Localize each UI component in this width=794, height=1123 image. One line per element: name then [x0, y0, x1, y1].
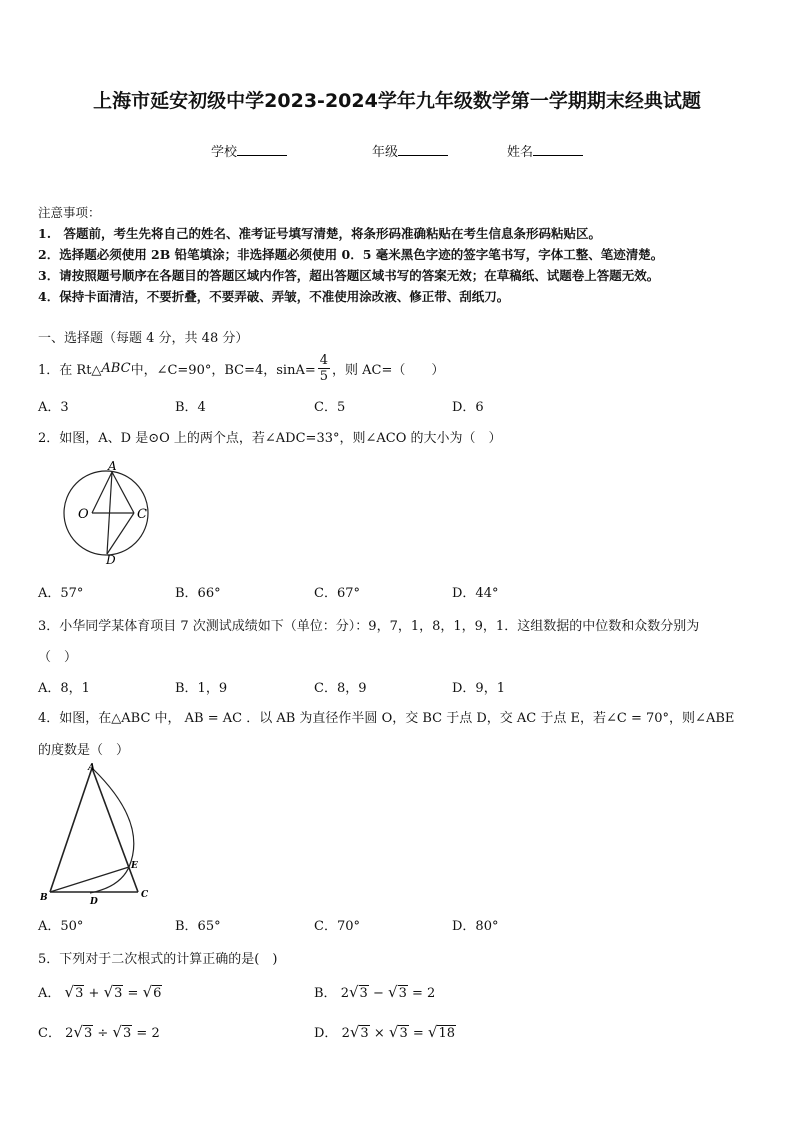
q5-b-equals: = [412, 986, 423, 1001]
q5-c-equals: = [136, 1026, 148, 1041]
q1-numerator: 4 [319, 352, 329, 368]
q5-a-root-result: √6 [142, 983, 162, 1001]
grade-field [372, 141, 448, 160]
q5-c-result: 2 [151, 1026, 160, 1041]
name-blank[interactable] [533, 143, 583, 156]
q1-denominator: 5 [319, 368, 329, 384]
q5-c-letter: C． [38, 1026, 61, 1041]
q2-segment-ac [112, 472, 134, 513]
q1-abc: ABC [101, 360, 131, 376]
q5-b-letter: B． [314, 986, 337, 1001]
school-label: 学校 [211, 145, 238, 160]
q1-prefix: 1．在 Rt△ [38, 362, 102, 378]
q4-option-b[interactable]: B．65° [175, 919, 221, 934]
q5-c-operator: ÷ [97, 1026, 109, 1041]
q5-d-root-2: √3 [388, 1023, 408, 1041]
question-5: 5．下列对于二次根式的计算正确的是( ) [38, 952, 278, 967]
notice-heading: 注意事项： [38, 205, 101, 220]
q3-option-c[interactable]: C．8，9 [314, 681, 367, 696]
q5-option-c[interactable] [38, 1022, 160, 1041]
q5-d-coef: 2 [341, 1026, 350, 1041]
q1-suffix: ，则 AC=（ ） [332, 362, 445, 378]
q3-option-a[interactable]: A．8，1 [38, 681, 90, 696]
q2-segment-oa [92, 472, 112, 513]
question-4-line-2: 的度数是（ ） [38, 743, 130, 758]
q5-a-operator: + [88, 986, 100, 1001]
q5-c-coef: 2 [65, 1026, 74, 1041]
q1-option-c[interactable]: C．5 [314, 400, 346, 415]
notice-block [38, 202, 663, 307]
q2-label-d: D [106, 553, 116, 566]
q1-mid: 中，∠C=90°，BC=4，sinA= [130, 362, 316, 378]
q4-segment-be [50, 867, 129, 892]
q5-c-root-2: √3 [112, 1023, 132, 1041]
q5-b-coef: 2 [340, 986, 349, 1001]
q5-a-letter: A． [38, 986, 61, 1001]
q4-semicircle-arc [90, 768, 134, 893]
q5-option-d[interactable] [314, 1022, 456, 1041]
q2-option-b[interactable]: B．66° [175, 586, 221, 601]
q5-option-b[interactable] [314, 982, 435, 1001]
q2-option-a[interactable]: A．57° [38, 586, 84, 601]
q4-label-e: E [131, 861, 138, 871]
name-label: 姓名 [507, 145, 534, 160]
q4-label-d: D [90, 897, 98, 907]
notice-item: 1. 答题前，考生先将自己的姓名、准考证号填写清楚，将条形码准确粘贴在考生信息条形码粘贴区。 [38, 226, 602, 241]
notice-item: 3．请按照题号顺序在各题目的答题区域内作答，超出答题区域书写的答案无效；在草稿纸、试题卷上答题无效。 [38, 268, 660, 283]
q5-d-operator: × [373, 1026, 385, 1041]
grade-label: 年级 [372, 145, 399, 160]
question-3-line-2: （ ） [38, 650, 78, 665]
q1-option-a[interactable]: A．3 [38, 400, 69, 415]
q4-option-c[interactable]: C．70° [314, 919, 360, 934]
q2-option-d[interactable]: D．44° [452, 586, 499, 601]
q3-option-b[interactable]: B．1，9 [175, 681, 228, 696]
q4-label-a: A [88, 763, 95, 773]
q4-label-c: C [141, 890, 149, 900]
q2-label-c: C [137, 507, 147, 522]
name-field [507, 141, 583, 160]
school-blank[interactable] [237, 143, 287, 156]
q5-d-root-1: √3 [349, 1023, 369, 1041]
q5-a-root-1: √3 [64, 983, 84, 1001]
q2-circle-diagram [40, 458, 160, 566]
q5-a-root-2: √3 [103, 983, 123, 1001]
q5-option-a[interactable] [38, 982, 162, 1001]
page-title: 上海市延安初级中学2023-2024学年九年级数学第一学期期末经典试题 [93, 90, 701, 112]
q4-triangle-diagram [40, 762, 160, 907]
grade-blank[interactable] [398, 143, 448, 156]
q5-b-root-2: √3 [388, 983, 407, 1001]
q5-b-result: 2 [427, 986, 436, 1001]
q5-a-equals: = [127, 986, 139, 1001]
q4-option-d[interactable]: D．80° [452, 919, 499, 934]
q1-fraction [318, 353, 330, 384]
question-4-line-1: 4．如图，在△ABC 中， AB = AC ．以 AB 为直径作半圆 O，交 BC 于点 D，交 AC 于点 E，若∠C = 70°，则∠ABE [38, 711, 735, 726]
q3-option-d[interactable]: D．9，1 [452, 681, 505, 696]
question-1 [38, 348, 444, 388]
q1-option-d[interactable]: D．6 [452, 400, 484, 415]
q4-side-ac [92, 768, 138, 892]
q5-b-operator: − [372, 986, 384, 1001]
q1-option-b[interactable]: B．4 [175, 400, 206, 415]
q2-label-a: A [108, 459, 117, 473]
q5-b-root-1: √3 [348, 983, 368, 1001]
school-field [211, 141, 287, 160]
q4-option-a[interactable]: A．50° [38, 919, 84, 934]
q5-d-equals: = [412, 1026, 424, 1041]
q2-option-c[interactable]: C．67° [314, 586, 360, 601]
q4-label-b: B [40, 893, 48, 903]
q5-d-letter: D． [314, 1026, 338, 1041]
question-2: 2．如图，A、D 是⊙O 上的两个点，若∠ADC=33°，则∠ACO 的大小为（ ） [38, 431, 502, 446]
q4-side-ab [50, 768, 92, 892]
q5-c-root-1: √3 [73, 1023, 93, 1041]
q2-label-o: O [78, 507, 89, 522]
q5-d-root-result: √18 [427, 1023, 456, 1041]
notice-item: 4．保持卡面清洁，不要折叠，不要弄破、弄皱，不准使用涂改液、修正带、刮纸刀。 [38, 289, 510, 304]
question-3-line-1: 3．小华同学某体育项目 7 次测试成绩如下（单位：分）：9，7，1，8，1，9，1．这组数据的中位数和众数分别为 [38, 619, 700, 634]
section-heading: 一、选择题（每题 4 分，共 48 分） [38, 331, 249, 346]
notice-item: 2．选择题必须使用 2B 铅笔填涂；非选择题必须使用 0．5 毫米黑色字迹的签字笔书写，字体工整、笔迹清楚。 [38, 247, 664, 262]
